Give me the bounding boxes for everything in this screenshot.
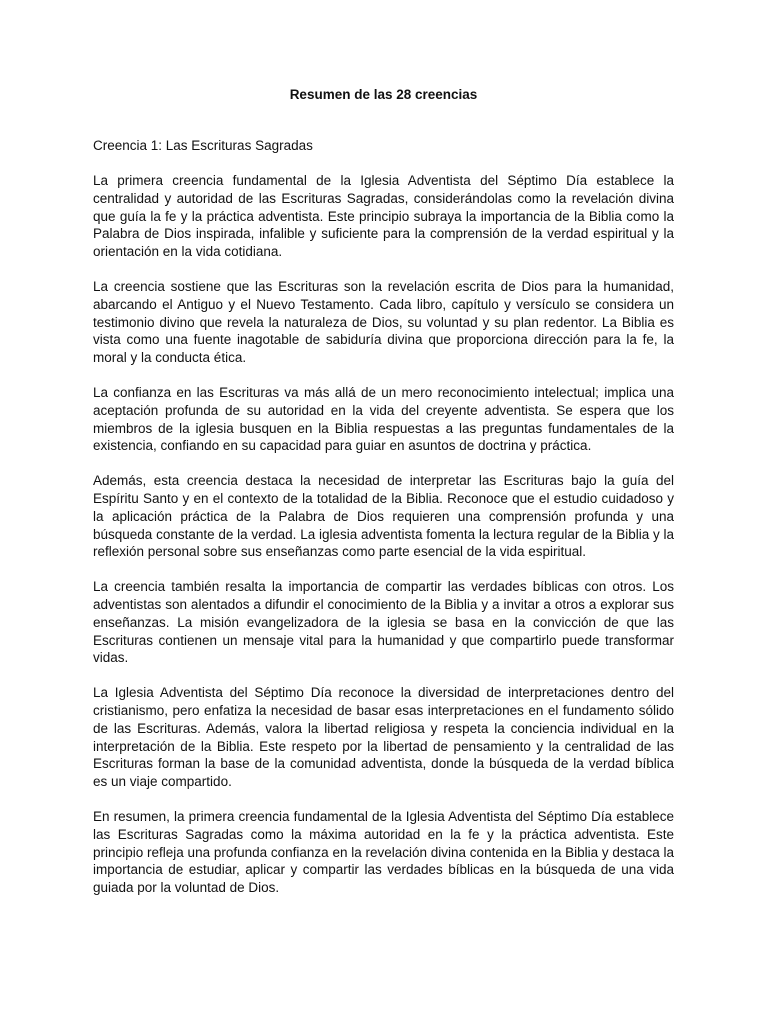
- paragraph-7: En resumen, la primera creencia fundamental de la Iglesia Adventista del Séptimo Día establece las Escrituras Sagradas como la máxima autoridad en la fe y la práctica adventista. Este principio refleja una profunda confianza en la revelación divina contenida en la Biblia y destaca la importancia de estudiar, aplicar y compartir las verdades bíblicas en la búsqueda de una vida guiada por la voluntad de Dios.: [93, 808, 674, 896]
- page-title: Resumen de las 28 creencias: [289, 87, 478, 102]
- paragraph-2: La creencia sostiene que las Escrituras son la revelación escrita de Dios para la humanidad, abarcando el Antiguo y el Nuevo Testamento. Cada libro, capítulo y versículo se considera un testimonio divino que revela la naturaleza de Dios, su voluntad y su plan redentor. La Biblia es vista como una fuente inagotable de sabiduría divina que proporciona dirección para la fe, la moral y la conducta ética.: [93, 278, 674, 366]
- paragraph-1: La primera creencia fundamental de la Iglesia Adventista del Séptimo Día establece la centralidad y autoridad de las Escrituras Sagradas, considerándolas como la revelación divina que guía la fe y la práctica adventista. Este principio subraya la importancia de la Biblia como la Palabra de Dios inspirada, infalible y suficiente para la comprensión de la verdad espiritual y la orientación en la vida cotidiana.: [93, 173, 674, 260]
- section-heading: Creencia 1: Las Escrituras Sagradas: [93, 138, 313, 153]
- paragraph-4: Además, esta creencia destaca la necesidad de interpretar las Escrituras bajo la guía del Espíritu Santo y en el contexto de la totalidad de la Biblia. Reconoce que el estudio cuidadoso y la aplicación práctica de la Palabra de Dios requieren una comprensión profunda y una búsqueda constante de la verdad. La iglesia adventista fomenta la lectura regular de la Biblia y la reflexión personal sobre sus enseñanzas como parte esencial de la vida espiritual.: [93, 473, 674, 560]
- paragraph-3: La confianza en las Escrituras va más allá de un mero reconocimiento intelectual; implica una aceptación profunda de su autoridad en la vida del creyente adventista. Se espera que los miembros de la iglesia busquen en la Biblia respuestas a las preguntas fundamentales de la existencia, confiando en su capacidad para guiar en asuntos de doctrina y práctica.: [93, 384, 674, 454]
- paragraph-6: La Iglesia Adventista del Séptimo Día reconoce la diversidad de interpretaciones dentro del cristianismo, pero enfatiza la necesidad de basar esas interpretaciones en el fundamento sólido de las Escrituras. Además, valora la libertad religiosa y respeta la conciencia individual en la interpretación de la Biblia. Este respeto por la libertad de pensamiento y la centralidad de las Escrituras forman la base de la comunidad adventista, donde la búsqueda de la verdad bíblica es un viaje compartido.: [93, 685, 674, 790]
- document-body: [93, 86, 674, 897]
- paragraph-5: La creencia también resalta la importancia de compartir las verdades bíblicas con otros. Los adventistas son alentados a difundir el conocimiento de la Biblia y a invitar a otros a explorar sus enseñanzas. La misión evangelizadora de la iglesia se basa en la convicción de que las Escrituras contienen un mensaje vital para la humanidad y que compartirlo puede transformar vidas.: [93, 579, 674, 666]
